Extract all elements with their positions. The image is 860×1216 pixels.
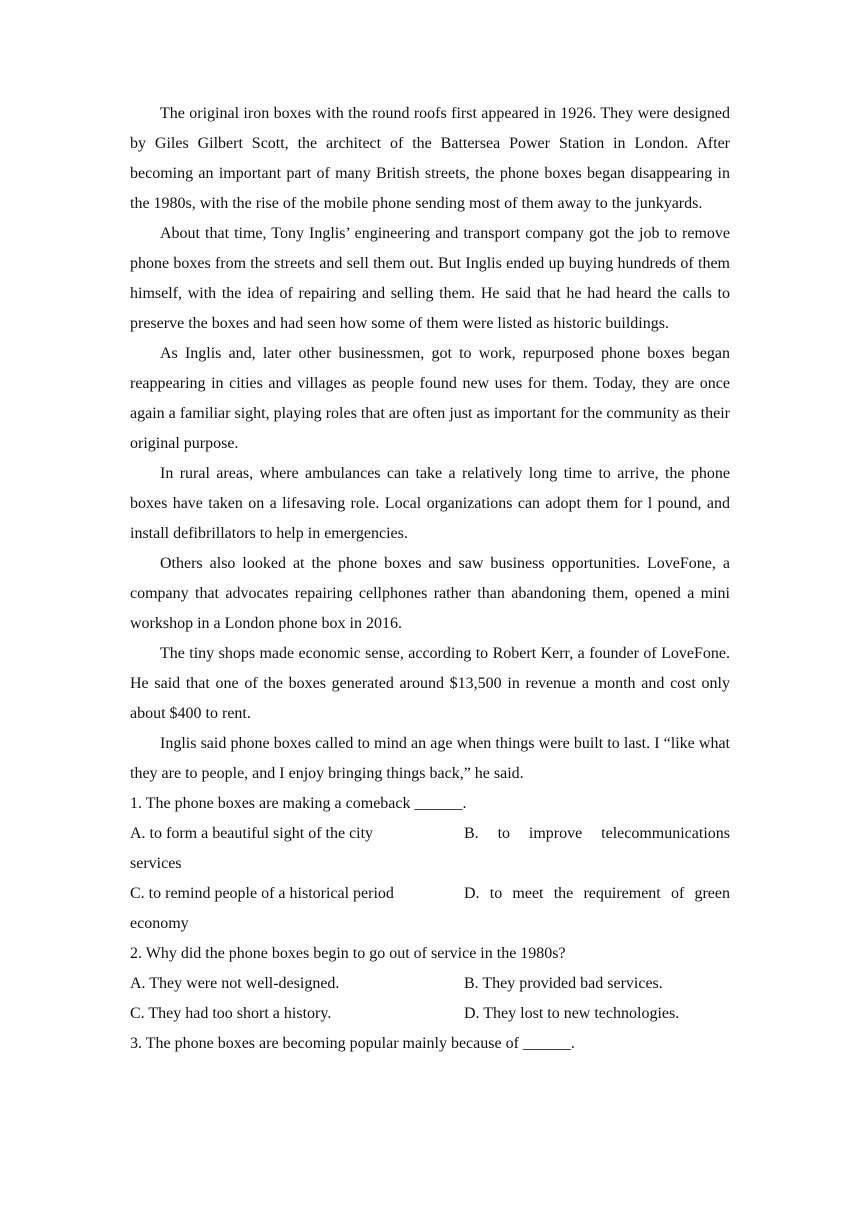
passage-paragraph: About that time, Tony Inglis’ engineering and transport company got the job to remove phone boxes from the streets and sell them out. But Inglis ended up buying hundreds of them himself, with the idea of repairing and selling them. He said that he had heard the calls to preserve the boxes and had seen how some of them were listed as historic buildings. [130, 225, 730, 332]
question-2-options [130, 969, 730, 1029]
question-2-stem: 2. Why did the phone boxes begin to go out of service in the 1980s? [130, 945, 566, 962]
passage-paragraph: As Inglis and, later other businessmen, got to work, repurposed phone boxes began reappearing in cities and villages as people found new uses for them. Today, they are once again a familiar sight, playing roles that are often just as important for the community as their original purpose. [130, 345, 730, 452]
question-3-stem: 3. The phone boxes are becoming popular mainly because of ______. [130, 1035, 575, 1052]
option-d: D. to meet the requirement of green [464, 885, 730, 902]
passage-paragraph: Others also looked at the phone boxes and saw business opportunities. LoveFone, a company that advocates repairing cellphones rather than abandoning them, opened a mini workshop in a London phone box in 2016. [130, 555, 730, 632]
option-b-continued: services [130, 855, 182, 872]
passage-paragraph: The tiny shops made economic sense, according to Robert Kerr, a founder of LoveFone. He said that one of the boxes generated around $13,500 in revenue a month and cost only about $400 to rent. [130, 645, 730, 722]
option-c: C. to remind people of a historical period [130, 885, 394, 902]
option-c: C. They had too short a history. [130, 1005, 332, 1022]
question-1-stem: 1. The phone boxes are making a comeback ______. [130, 795, 467, 812]
option-a: A. to form a beautiful sight of the city [130, 825, 374, 842]
document-page [130, 99, 730, 1059]
option-b: B. They provided bad services. [464, 975, 663, 992]
question-1-options [130, 819, 730, 939]
option-b: B. to improve telecommunications [464, 825, 730, 842]
option-a: A. They were not well-designed. [130, 975, 340, 992]
passage-paragraph: The original iron boxes with the round roofs first appeared in 1926. They were designed by Giles Gilbert Scott, the architect of the Battersea Power Station in London. After becoming an important part of many British streets, the phone boxes began disappearing in the 1980s, with the rise of the mobile phone sending most of them away to the junkyards. [130, 105, 730, 212]
passage-paragraph: In rural areas, where ambulances can take a relatively long time to arrive, the phone boxes have taken on a lifesaving role. Local organizations can adopt them for l pound, and install defibrillators to help in emergencies. [130, 465, 730, 542]
option-d: D. They lost to new technologies. [464, 1005, 680, 1022]
option-d-continued: economy [130, 915, 189, 932]
passage-paragraph: Inglis said phone boxes called to mind an age when things were built to last. I “like what they are to people, and I enjoy bringing things back,” he said. [130, 735, 730, 782]
